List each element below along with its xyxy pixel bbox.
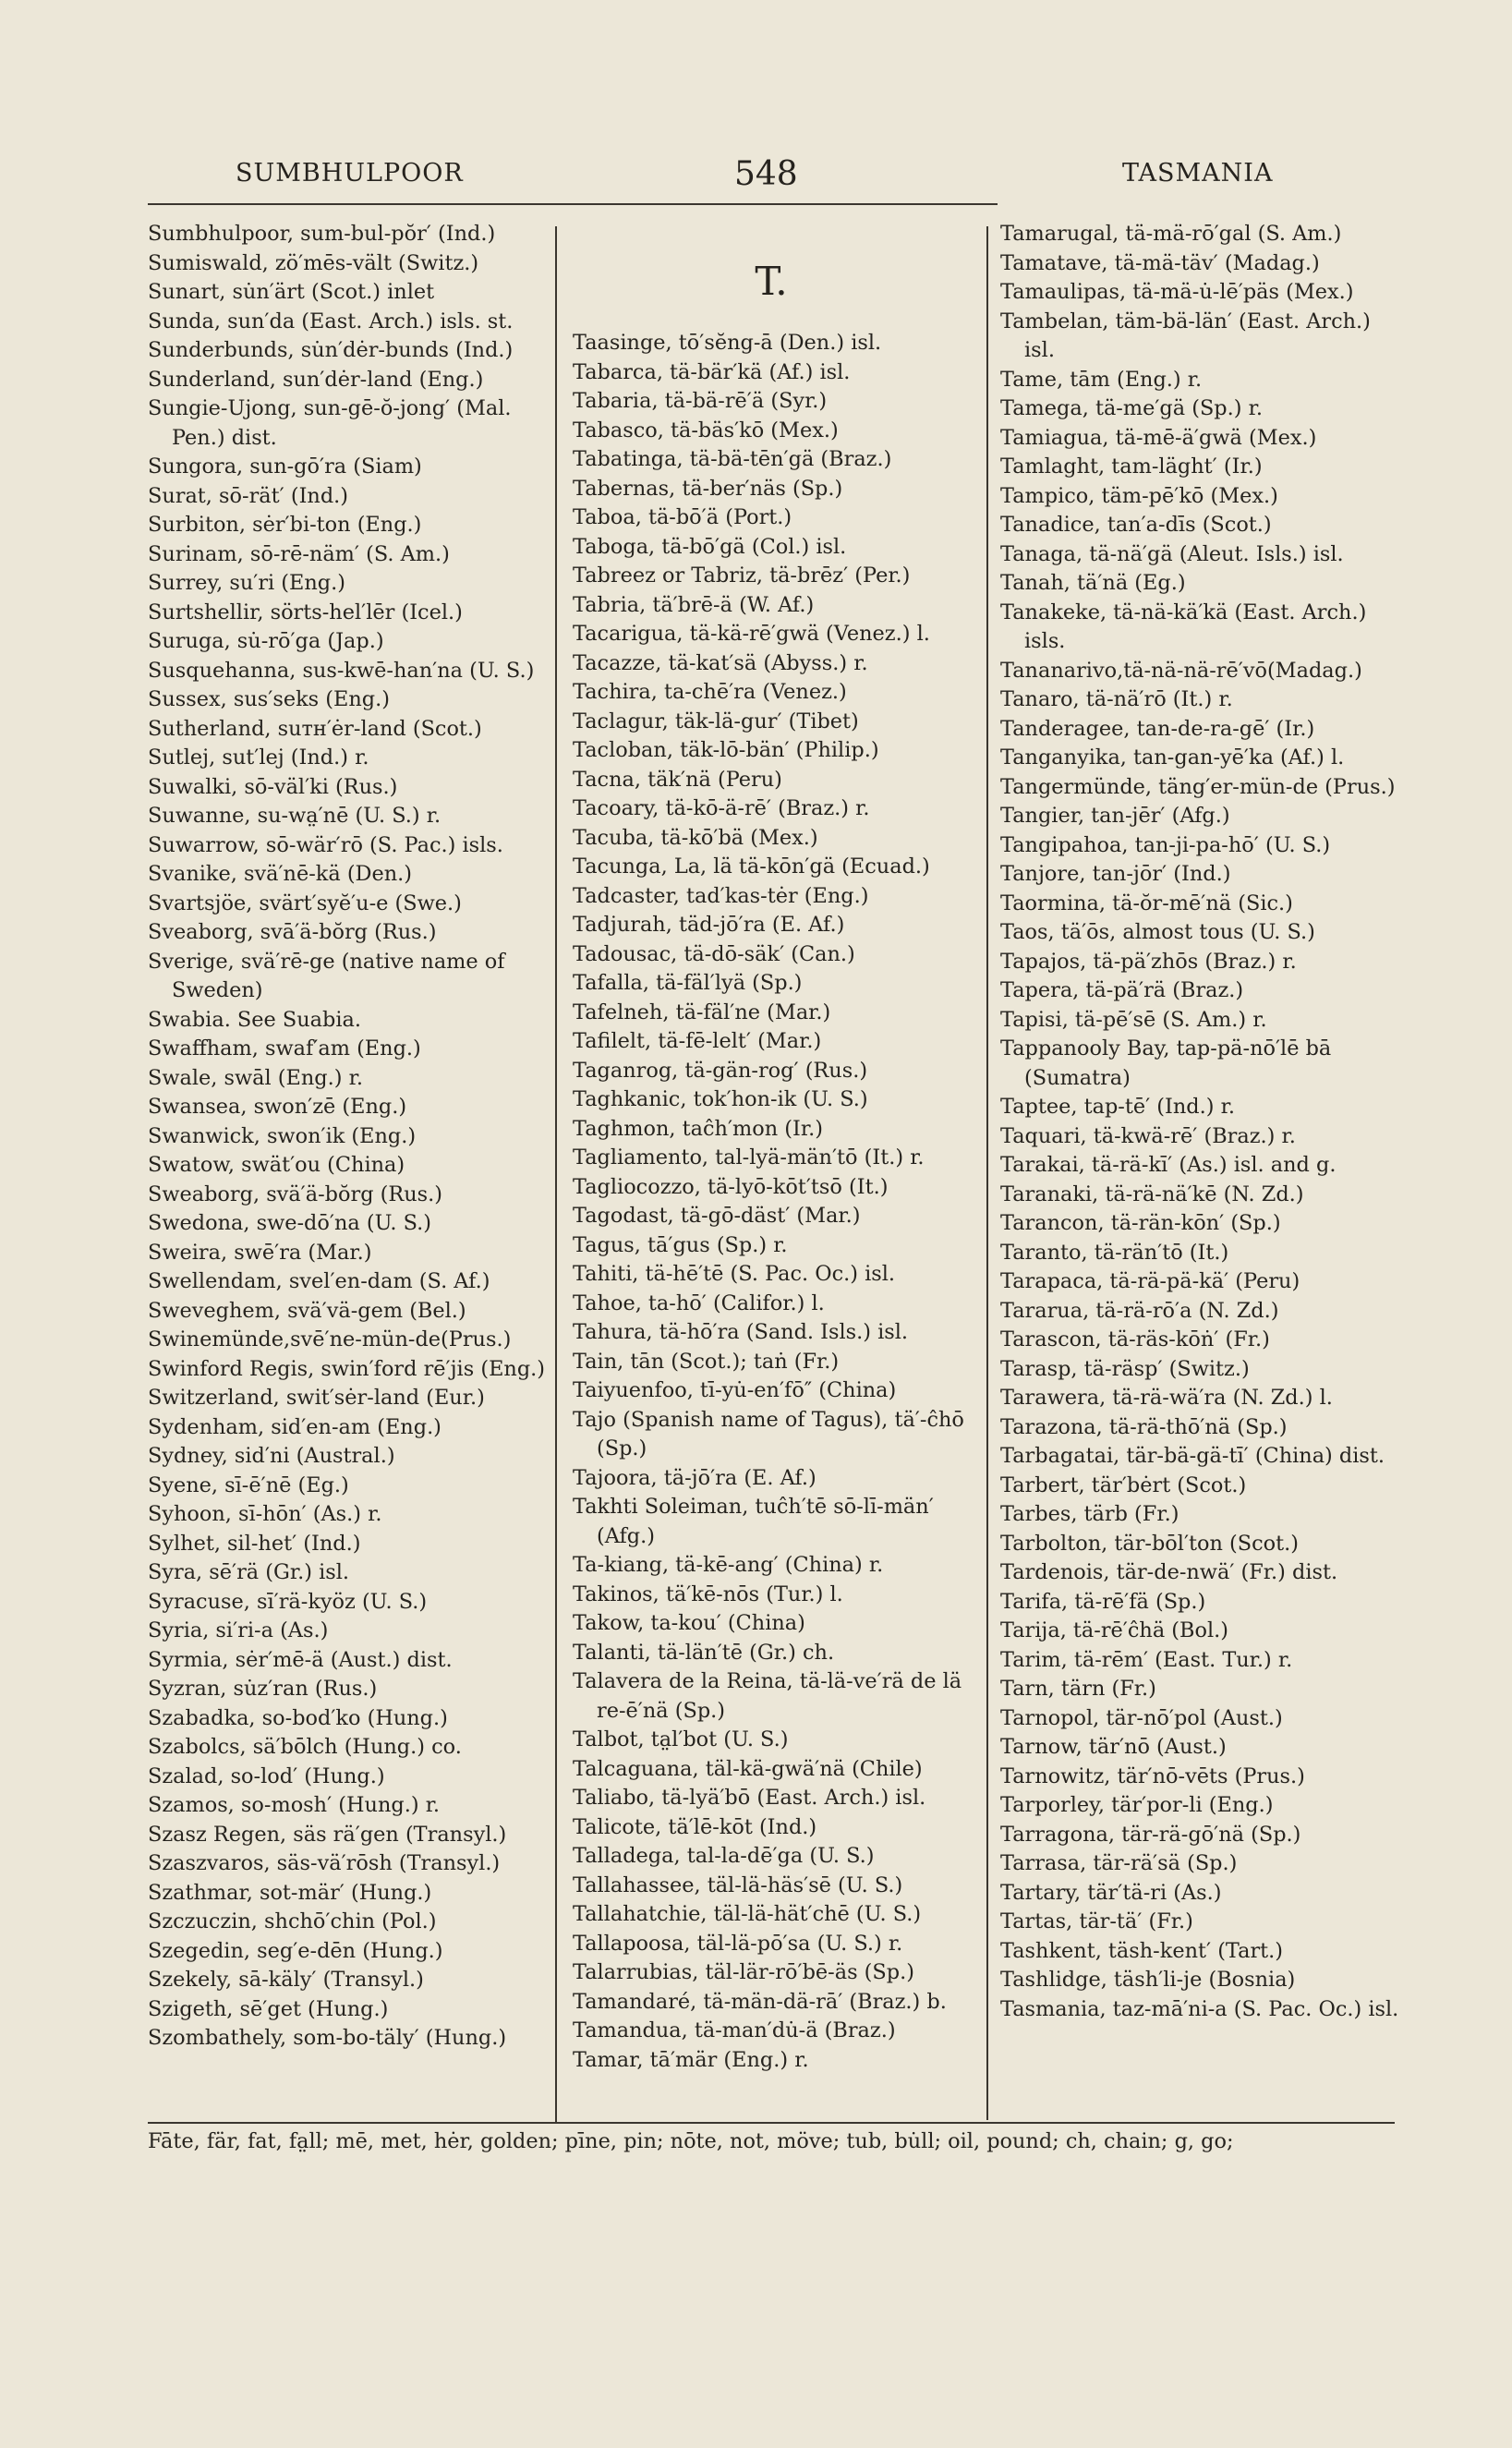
gazetteer-entry: Tabernas, tä-ber′näs (Sp.) — [573, 476, 843, 501]
gazetteer-entry: Tarnopol, tär-nō′pol (Aust.) — [1000, 1705, 1283, 1730]
gazetteer-entry: Tarija, tä-rē′ĉhä (Bol.) — [1000, 1618, 1228, 1642]
gazetteer-entry: Talbot, ta̤l′bot (U. S.) — [573, 1727, 789, 1751]
gazetteer-entry: Sylhet, sil-het′ (Ind.) — [148, 1531, 361, 1556]
gazetteer-entry: Tagus, tā′gus (Sp.) r. — [573, 1232, 788, 1257]
gazetteer-entry: Tanaro, tä-nä′rō (It.) r. — [1000, 687, 1233, 711]
gazetteer-entry: Tabatinga, tä-bä-tēn′gä (Braz.) — [573, 447, 892, 471]
gazetteer-entry: Tarawera, tä-rä-wä′ra (N. Zd.) l. — [1000, 1386, 1333, 1410]
gazetteer-entry: Tajo (Spanish name of Tagus), tä′-ĉhō (Sp.) — [573, 1407, 964, 1460]
gazetteer-entry: Taasinge, tō′sĕng-ā (Den.) isl. — [573, 331, 882, 355]
gazetteer-entry: Tahura, tä-hō′ra (Sand. Isls.) isl. — [573, 1320, 909, 1344]
gazetteer-entry: Taboa, tä-bō′ä (Port.) — [573, 505, 792, 529]
gazetteer-entry: Tagliocozzo, tä-lyō-kōt′tsō (It.) — [573, 1174, 889, 1199]
gazetteer-entry: Tanakeke, tä-nä-kä′kä (East. Arch.) isls. — [1000, 600, 1367, 653]
gazetteer-entry: Tamatave, tä-mä-täv′ (Madag.) — [1000, 250, 1320, 275]
column-divider — [986, 226, 988, 2120]
column-divider — [555, 226, 557, 2122]
gazetteer-entry: Tarapaca, tä-rä-pä-kä′ (Peru) — [1000, 1269, 1300, 1293]
gazetteer-entry: Tamar, tā′mär (Eng.) r. — [573, 2047, 809, 2072]
column-1 — [148, 220, 550, 2054]
gazetteer-entry: Taranto, tä-rän′tō (It.) — [1000, 1240, 1229, 1265]
gazetteer-entry: Suwalki, sō-väl′ki (Rus.) — [148, 774, 398, 799]
gazetteer-entry: Tabarca, tä-bär′kä (Af.) isl. — [573, 359, 851, 384]
header-rule — [148, 203, 998, 205]
gazetteer-entry: Tananarivo,tä-nä-nä-rē′vō(Madag.) — [1000, 658, 1362, 683]
gazetteer-entry: Szalad, so-lod′ (Hung.) — [148, 1763, 385, 1788]
gazetteer-entry: Tarbert, tär′bėrt (Scot.) — [1000, 1472, 1247, 1497]
gazetteer-entry: Sunart, su̇n′ärt (Scot.) inlet — [148, 280, 435, 304]
gazetteer-entry: Tanganyika, tan-gan-yē′ka (Af.) l. — [1000, 745, 1345, 770]
gazetteer-entry: Svartsjöe, svärt′syĕ′u-e (Swe.) — [148, 891, 462, 915]
gazetteer-entry: Suwanne, su-wa̤′nē (U. S.) r. — [148, 804, 442, 828]
gazetteer-entry: Swellendam, svel′en-dam (S. Af.) — [148, 1269, 490, 1293]
gazetteer-entry: Surtshellir, sörts-hel′lēr (Icel.) — [148, 600, 463, 624]
gazetteer-entry: Swaffham, swaf′am (Eng.) — [148, 1036, 421, 1060]
gazetteer-entry: Swabia. See Suabia. — [148, 1007, 361, 1032]
gazetteer-entry: Suwarrow, sō-wär′rō (S. Pac.) isls. — [148, 832, 503, 857]
gazetteer-entry: Tanderagee, tan-de-ra-gē′ (Ir.) — [1000, 716, 1315, 741]
gazetteer-entry: Sumiswald, zö′mēs-vält (Switz.) — [148, 250, 479, 275]
gazetteer-entry: Tapajos, tä-pä′zhōs (Braz.) r. — [1000, 949, 1297, 974]
gazetteer-entry: Tardenois, tär-de-nwä′ (Fr.) dist. — [1000, 1560, 1338, 1584]
gazetteer-entry: Sungie-Ujong, sun-gē-ŏ-jong′ (Mal. Pen.) dist. — [148, 396, 512, 450]
gazetteer-entry: Tanah, tä′nä (Eg.) — [1000, 571, 1186, 595]
gazetteer-entry: Tarragona, tär-rä-gō′nä (Sp.) — [1000, 1822, 1301, 1847]
gazetteer-entry: Tacarigua, tä-kä-rē′gwä (Venez.) l. — [573, 622, 930, 646]
gazetteer-entry: Tarbolton, tär-bōl′ton (Scot.) — [1000, 1531, 1299, 1556]
gazetteer-entry: Taos, tä′ōs, almost tous (U. S.) — [1000, 920, 1315, 944]
gazetteer-entry: Taranaki, tä-rä-nä′kē (N. Zd.) — [1000, 1182, 1304, 1206]
gazetteer-entry: Tarakai, tä-rä-kī′ (As.) isl. and g. — [1000, 1153, 1337, 1177]
gazetteer-entry: Syria, si′ri-a (As.) — [148, 1618, 329, 1642]
gazetteer-entry: Swanwick, swon′ik (Eng.) — [148, 1123, 417, 1148]
gazetteer-entry: Sydenham, sid′en-am (Eng.) — [148, 1414, 442, 1439]
gazetteer-entry: Tarn, tärn (Fr.) — [1000, 1677, 1156, 1701]
gazetteer-entry: Swale, swāl (Eng.) r. — [148, 1065, 363, 1090]
gazetteer-entry: Szaszvaros, säs-vä′rōsh (Transyl.) — [148, 1851, 501, 1875]
gazetteer-entry: Szekely, sā-käly′ (Transyl.) — [148, 1968, 424, 1992]
gazetteer-entry: Surinam, sō-rē-näm′ (S. Am.) — [148, 541, 450, 566]
gazetteer-entry: Sunderland, sun′dėr-land (Eng.) — [148, 367, 484, 392]
gazetteer-entry: Tappanooly Bay, tap-pä-nō′lē bā (Sumatra) — [1000, 1036, 1332, 1090]
gazetteer-entry: Tanadice, tan′a-dīs (Scot.) — [1000, 513, 1272, 537]
gazetteer-entry: Tangipahoa, tan-ji-pa-hō′ (U. S.) — [1000, 832, 1331, 857]
gazetteer-entry: Szabolcs, sä′bōlch (Hung.) co. — [148, 1735, 462, 1759]
gazetteer-entry: Tachira, ta-chē′ra (Venez.) — [573, 680, 847, 704]
gazetteer-entry: Tamaulipas, tä-mä-u̇-lē′päs (Mex.) — [1000, 280, 1354, 304]
gazetteer-entry: Switzerland, swit′sėr-land (Eur.) — [148, 1386, 485, 1410]
gazetteer-entry: Tashkent, täsh-kent′ (Tart.) — [1000, 1938, 1284, 1963]
gazetteer-entry: Szamos, so-mosh′ (Hung.) r. — [148, 1793, 441, 1817]
gazetteer-entry: Sutherland, suᴛʜ′ėr-land (Scot.) — [148, 716, 482, 741]
gazetteer-entry: Tadcaster, tad′kas-tėr (Eng.) — [573, 883, 869, 908]
gazetteer-entry: Tamiagua, tä-mē-ä′gwä (Mex.) — [1000, 425, 1317, 450]
gazetteer-entry: Tartas, tär-tä′ (Fr.) — [1000, 1909, 1193, 1933]
gazetteer-entry: Tangier, tan-jēr′ (Afg.) — [1000, 804, 1230, 828]
gazetteer-entry: Tarifa, tä-rē′fä (Sp.) — [1000, 1589, 1206, 1614]
gazetteer-entry: Tashlidge, täsh′li-je (Bosnia) — [1000, 1968, 1296, 1992]
gazetteer-entry: Tarnowitz, tär′nō-vēts (Prus.) — [1000, 1763, 1305, 1788]
gazetteer-entry: Sweira, swē′ra (Mar.) — [148, 1240, 372, 1265]
gazetteer-entry: Syene, sī-ē′nē (Eg.) — [148, 1472, 349, 1497]
gazetteer-entry: Tapera, tä-pä′rä (Braz.) — [1000, 978, 1244, 1002]
gazetteer-entry: Tarnow, tär′nō (Aust.) — [1000, 1735, 1227, 1759]
gazetteer-entry: Tallahatchie, täl-lä-hät′chē (U. S.) — [573, 1902, 922, 1926]
gazetteer-entry: Talavera de la Reina, tä-lä-ve′rä de lä re-ē′nä (Sp.) — [573, 1669, 962, 1723]
gazetteer-entry: Taghmon, taĉh′mon (Ir.) — [573, 1116, 823, 1141]
column-3 — [1000, 220, 1402, 2024]
gazetteer-entry: Sweaborg, svä′ä-bŏrg (Rus.) — [148, 1182, 443, 1206]
gazetteer-entry: Tarazona, tä-rä-thō′nä (Sp.) — [1000, 1414, 1288, 1439]
gazetteer-entry: Tamlaght, tam-läght′ (Ir.) — [1000, 454, 1263, 479]
gazetteer-entry: Tanjore, tan-jōr′ (Ind.) — [1000, 862, 1231, 886]
gazetteer-entry: Talicote, tä′lē-kōt (Ind.) — [573, 1814, 817, 1839]
running-head-right: TASMANIA — [1122, 159, 1274, 188]
gazetteer-entry: Taboga, tä-bō′gä (Col.) isl. — [573, 534, 847, 559]
gazetteer-entry: Tarascon, tä-räs-kōṅ′ (Fr.) — [1000, 1327, 1270, 1351]
gazetteer-entry: Tafilelt, tä-fē-lelt′ (Mar.) — [573, 1029, 822, 1053]
gazetteer-entry: Syrmia, sėr′mē-ä (Aust.) dist. — [148, 1647, 453, 1672]
page-number: 548 — [734, 155, 798, 193]
gazetteer-entry: Svanike, svä′nē-kä (Den.) — [148, 862, 413, 886]
gazetteer-entry: Tamandua, tä-man′du̇-ä (Braz.) — [573, 2018, 896, 2042]
gazetteer-entry: Szabadka, so-bod′ko (Hung.) — [148, 1705, 448, 1730]
gazetteer-entry: Swatow, swät′ou (China) — [148, 1153, 405, 1177]
gazetteer-entry: Tacuba, tä-kō′bä (Mex.) — [573, 825, 818, 850]
gazetteer-entry: Sunda, sun′da (East. Arch.) isls. st. — [148, 309, 514, 333]
gazetteer-entry: Sweveghem, svä′vä-gem (Bel.) — [148, 1298, 466, 1323]
gazetteer-entry: Tacloban, täk-lō-bän′ (Philip.) — [573, 738, 879, 762]
gazetteer-entry: Tame, tām (Eng.) r. — [1000, 367, 1203, 392]
gazetteer-entry: Tallapoosa, täl-lä-pō′sa (U. S.) r. — [573, 1931, 903, 1956]
gazetteer-entry: Sunderbunds, su̇n′dėr-bunds (Ind.) — [148, 338, 514, 362]
gazetteer-entry: Tangermünde, täng′er-mün-de (Prus.) — [1000, 774, 1396, 799]
gazetteer-entry: Tarasp, tä-räsp′ (Switz.) — [1000, 1356, 1250, 1381]
gazetteer-entry: Tartary, tär′tä-ri (As.) — [1000, 1880, 1222, 1905]
gazetteer-entry: Tacunga, La, lä tä-kōn′gä (Ecuad.) — [573, 854, 930, 879]
gazetteer-entry: Szasz Regen, säs rä′gen (Transyl.) — [148, 1822, 507, 1847]
column-2 — [573, 220, 970, 2075]
gazetteer-entry: Syracuse, sī′rä-kyöz (U. S.) — [148, 1589, 428, 1614]
gazetteer-entry: Tambelan, täm-bä-län′ (East. Arch.) isl. — [1000, 309, 1371, 362]
gazetteer-entry: Sumbhulpoor, sum-bul-pŏr′ (Ind.) — [148, 222, 496, 246]
gazetteer-entry: Tararua, tä-rä-rō′a (N. Zd.) — [1000, 1298, 1279, 1323]
gazetteer-entry: Swansea, swon′zē (Eng.) — [148, 1095, 407, 1119]
gazetteer-entry: Takow, ta-kou′ (China) — [573, 1611, 805, 1635]
gazetteer-entry: Tabaria, tä-bä-rē′ä (Syr.) — [573, 389, 828, 413]
column-2-entries — [573, 329, 970, 2075]
gazetteer-entry: Tagodast, tä-gō-däst′ (Mar.) — [573, 1204, 861, 1228]
gazetteer-entry: Suruga, su̇-rō′ga (Jap.) — [148, 629, 384, 653]
gazetteer-entry: Taclagur, täk-lä-gur′ (Tibet) — [573, 709, 859, 733]
gazetteer-entry: Tafelneh, tä-fäl′ne (Mar.) — [573, 1000, 831, 1024]
gazetteer-entry: Tahoe, ta-hō′ (Califor.) l. — [573, 1291, 825, 1315]
gazetteer-entry: Taptee, tap-tē′ (Ind.) r. — [1000, 1095, 1235, 1119]
gazetteer-entry: Tasmania, taz-mā′ni-a (S. Pac. Oc.) isl. — [1000, 1996, 1399, 2021]
gazetteer-entry: Sveaborg, svā′ä-bŏrg (Rus.) — [148, 920, 437, 944]
gazetteer-entry: Tacazze, tä-kat′sä (Abyss.) r. — [573, 650, 868, 675]
gazetteer-entry: Tanaga, tä-nä′gä (Aleut. Isls.) isl. — [1000, 541, 1344, 566]
gazetteer-entry: Talcaguana, täl-kä-gwä′nä (Chile) — [573, 1756, 923, 1781]
gazetteer-entry: Tabasco, tä-bäs′kō (Mex.) — [573, 418, 839, 442]
gazetteer-entry: Tarporley, tär′por-li (Eng.) — [1000, 1793, 1274, 1817]
gazetteer-entry: Szczuczin, shchō′chin (Pol.) — [148, 1909, 437, 1933]
gazetteer-entry: Swedona, swe-dō′na (U. S.) — [148, 1211, 432, 1235]
gazetteer-entry: Taquari, tä-kwä-rē′ (Braz.) r. — [1000, 1123, 1296, 1148]
gazetteer-entry: Tadjurah, täd-jō′ra (E. Af.) — [573, 913, 845, 937]
gazetteer-entry: Sussex, sus′seks (Eng.) — [148, 687, 390, 711]
gazetteer-entry: Szigeth, sē′get (Hung.) — [148, 1996, 389, 2021]
gazetteer-entry: Tafalla, tä-fäl′lyä (Sp.) — [573, 971, 803, 995]
gazetteer-entry: Taiyuenfoo, tī-yu̇-en′fō″ (China) — [573, 1378, 897, 1402]
gazetteer-entry: Surat, sō-rät′ (Ind.) — [148, 483, 349, 508]
gazetteer-entry: Takhti Soleiman, tuĉh′tē sō-lī-män′ (Afg.) — [573, 1495, 934, 1548]
section-letter: T. — [755, 259, 788, 304]
gazetteer-entry: Tampico, täm-pē′kō (Mex.) — [1000, 483, 1278, 508]
gazetteer-entry: Szegedin, seg′e-dēn (Hung.) — [148, 1938, 443, 1963]
gazetteer-entry: Talarrubias, täl-lär-rō′bē-äs (Sp.) — [573, 1960, 914, 1984]
gazetteer-entry: Talanti, tä-län′tē (Gr.) ch. — [573, 1640, 835, 1665]
gazetteer-entry: Surbiton, sėr′bi-ton (Eng.) — [148, 513, 422, 537]
gazetteer-entry: Taormina, tä-ŏr-mē′nä (Sic.) — [1000, 891, 1293, 915]
gazetteer-entry: Takinos, tä′kē-nōs (Tur.) l. — [573, 1582, 843, 1606]
gazetteer-entry: Szathmar, sot-mär′ (Hung.) — [148, 1880, 432, 1905]
gazetteer-entry: Tamega, tä-me′gä (Sp.) r. — [1000, 396, 1263, 420]
gazetteer-entry: Surrey, su′ri (Eng.) — [148, 571, 345, 595]
gazetteer-entry: Tapisi, tä-pē′sē (S. Am.) r. — [1000, 1007, 1267, 1032]
gazetteer-entry: Tajoora, tä-jō′ra (E. Af.) — [573, 1465, 816, 1490]
gazetteer-entry: Ta-kiang, tä-kē-ang′ (China) r. — [573, 1553, 884, 1577]
gazetteer-entry: Tamandaré, tä-män-dä-rā′ (Braz.) b. — [573, 1989, 947, 2014]
gazetteer-entry: Tarim, tä-rēm′ (East. Tur.) r. — [1000, 1647, 1293, 1672]
gazetteer-entry: Tarbes, tärb (Fr.) — [1000, 1502, 1179, 1526]
gazetteer-entry: Talladega, tal-la-dē′ga (U. S.) — [573, 1844, 875, 1868]
gazetteer-entry: Tarancon, tä-rän-kōn′ (Sp.) — [1000, 1211, 1281, 1235]
pronunciation-key: Fāte, fär, fat, fa̤ll; mē, met, hėr, golden; pīne, pin; nōte, not, möve; tub, bu̇ll; oil, pound; ch, chain; g, go; — [148, 2122, 1395, 2153]
gazetteer-entry: Taghkanic, tok′hon-ik (U. S.) — [573, 1087, 868, 1111]
gazetteer-entry: Swinemünde,svē′ne-mün-de(Prus.) — [148, 1327, 512, 1351]
gazetteer-entry: Tarbagatai, tär-bä-gä-tī′ (China) dist. — [1000, 1444, 1385, 1468]
gazetteer-entry: Szombathely, som-bo-täly′ (Hung.) — [148, 2026, 507, 2050]
gazetteer-entry: Sydney, sid′ni (Austral.) — [148, 1444, 395, 1468]
gazetteer-entry: Tamarugal, tä-mä-rō′gal (S. Am.) — [1000, 222, 1342, 246]
gazetteer-entry: Swinford Regis, swin′ford rē′jis (Eng.) — [148, 1356, 546, 1381]
gazetteer-entry: Taliabo, tä-lyä′bō (East. Arch.) isl. — [573, 1786, 926, 1810]
gazetteer-entry: Tacoary, tä-kō-ä-rē′ (Braz.) r. — [573, 796, 870, 820]
gazetteer-entry: Tahiti, tä-hē′tē (S. Pac. Oc.) isl. — [573, 1262, 896, 1286]
gazetteer-entry: Tabreez or Tabriz, tä-brēz′ (Per.) — [573, 564, 911, 588]
gazetteer-entry: Tallahassee, täl-lä-häs′sē (U. S.) — [573, 1872, 903, 1897]
running-head-left: SUMBHULPOOR — [236, 159, 464, 188]
gazetteer-entry: Sutlej, sut′lej (Ind.) r. — [148, 745, 369, 770]
gazetteer-entry: Susquehanna, sus-kwē-han′na (U. S.) — [148, 658, 535, 683]
gazetteer-entry: Tain, tān (Scot.); taṅ (Fr.) — [573, 1349, 840, 1374]
gazetteer-entry: Syhoon, sī-hōn′ (As.) r. — [148, 1502, 382, 1526]
gazetteer-entry: Tagliamento, tal-lyä-män′tō (It.) r. — [573, 1145, 925, 1169]
gazetteer-entry: Tadousac, tä-dō-säk′ (Can.) — [573, 941, 855, 966]
gazetteer-entry: Tacna, täk′nä (Peru) — [573, 767, 782, 792]
gazetteer-entry: Syzran, su̇z′ran (Rus.) — [148, 1677, 378, 1701]
gazetteer-entry: Sungora, sun-gō′ra (Siam) — [148, 454, 422, 479]
gazetteer-entry: Taganrog, tä-gän-rog′ (Rus.) — [573, 1058, 868, 1083]
gazetteer-entry: Syra, sē′rä (Gr.) isl. — [148, 1560, 350, 1584]
gazetteer-entry: Tabria, tä′brē-ä (W. Af.) — [573, 592, 815, 617]
gazetteer-entry: Sverige, svä′rē-ge (native name of Sweden) — [148, 949, 505, 1002]
gazetteer-entry: Tarrasa, tär-rä′sä (Sp.) — [1000, 1851, 1238, 1875]
